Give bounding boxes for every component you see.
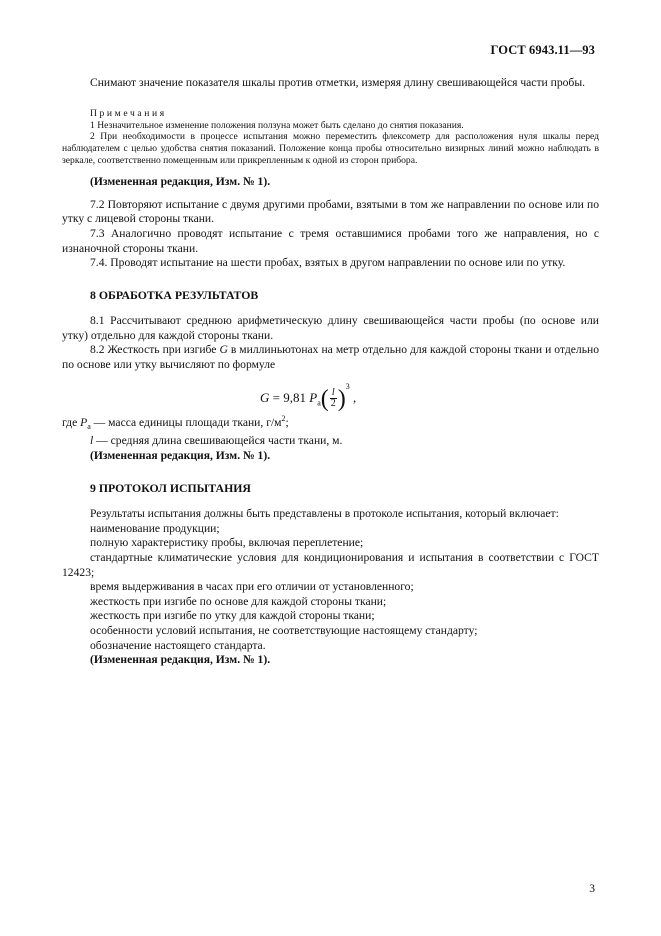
where-line-2: l — средняя длина свешивающейся части ткани, м. xyxy=(90,434,343,448)
paragraph-8-2: 8.2 Жесткость при изгибе G в миллиньютонах на метр отдельно для каждой стороны ткани и отдельно по основе или утку вычисляют по формуле xyxy=(62,343,599,372)
protocol-item: обозначение настоящего стандарта. xyxy=(90,638,266,652)
revision-note: (Измененная редакция, Изм. № 1). xyxy=(90,175,271,189)
paragraph-7-3: 7.3 Аналогично проводят испытание с тремя оставшимися пробами того же направления, но с изнаночной стороны ткани. xyxy=(62,226,599,255)
note-item-1: 1 Незначительное изменение положения ползуна может быть сделано до снятия показания. xyxy=(90,119,464,131)
formula-fraction: $\frac{l}{2}$ xyxy=(330,387,336,410)
paragraph-8-1: 8.1 Рассчитывают среднюю арифметическую длину свешивающейся части пробы (по основе или утку) отдельно для каждой стороны ткани. xyxy=(62,314,599,342)
standard-code-header: ГОСТ 6943.11—93 xyxy=(490,43,595,57)
section-8-heading: 8 ОБРАБОТКА РЕЗУЛЬТАТОВ xyxy=(90,287,259,302)
stiffness-formula: G = 9,81 $P_a$( $\frac{l}{2}$ )$^3$ , xyxy=(260,381,357,412)
note-item-2: 2 При необходимости в процессе испытания можно переместить флексометр для расположения нуля шкалы перед наблюдателем с целью удобства снятия показаний. Положение конца пробы относительно визирных линий можно наблюдать в зеркале, соответственно помещенным или прикрепленным к одной из сторон прибора. xyxy=(62,131,599,167)
formula-row xyxy=(62,376,599,410)
notes-title: Примечания xyxy=(90,107,167,119)
protocol-item: особенности условий испытания, не соответствующие настоящему стандарту; xyxy=(90,623,478,637)
paragraph-7-2: 7.2 Повторяют испытание с двумя другими пробами, взятыми в том же направлении по основе или по утку с лицевой стороны ткани. xyxy=(62,197,599,226)
document-body xyxy=(62,76,599,668)
paragraph-7-4: 7.4. Проводят испытание на шести пробах, взятых в другом направлении по основе или по утку. xyxy=(90,256,566,270)
protocol-item: жесткость при изгибе по утку для каждой стороны ткани; xyxy=(90,609,375,623)
protocol-item: жесткость при изгибе по основе для каждой стороны ткани; xyxy=(90,594,387,608)
protocol-item: наименование продукции; xyxy=(90,521,220,535)
revision-note-2: (Измененная редакция, Изм. № 1). xyxy=(90,449,271,463)
variable-g: G xyxy=(219,343,228,357)
notes-block xyxy=(62,108,599,168)
protocol-item: стандартные климатические условия для кондиционирования и испытания в соответствии с ГОСТ 12423; xyxy=(62,550,599,579)
intro-paragraph: Снимают значение показателя шкалы против отметки, измеряя длину свешивающейся части пробы. xyxy=(90,76,586,89)
protocol-intro: Результаты испытания должны быть представлены в протоколе испытания, который включает: xyxy=(90,507,559,521)
section-9-heading: 9 ПРОТОКОЛ ИСПЫТАНИЯ xyxy=(90,480,251,495)
revision-note-3: (Измененная редакция, Изм. № 1). xyxy=(90,653,271,667)
where-line-1: где $P_a$ — масса единицы площади ткани, $г/м^2$; xyxy=(62,413,289,431)
protocol-item: полную характеристику пробы, включая переплетение; xyxy=(90,536,364,550)
page-number: 3 xyxy=(589,883,595,895)
protocol-item: время выдерживания в часах при его отличии от установленного; xyxy=(90,580,414,594)
